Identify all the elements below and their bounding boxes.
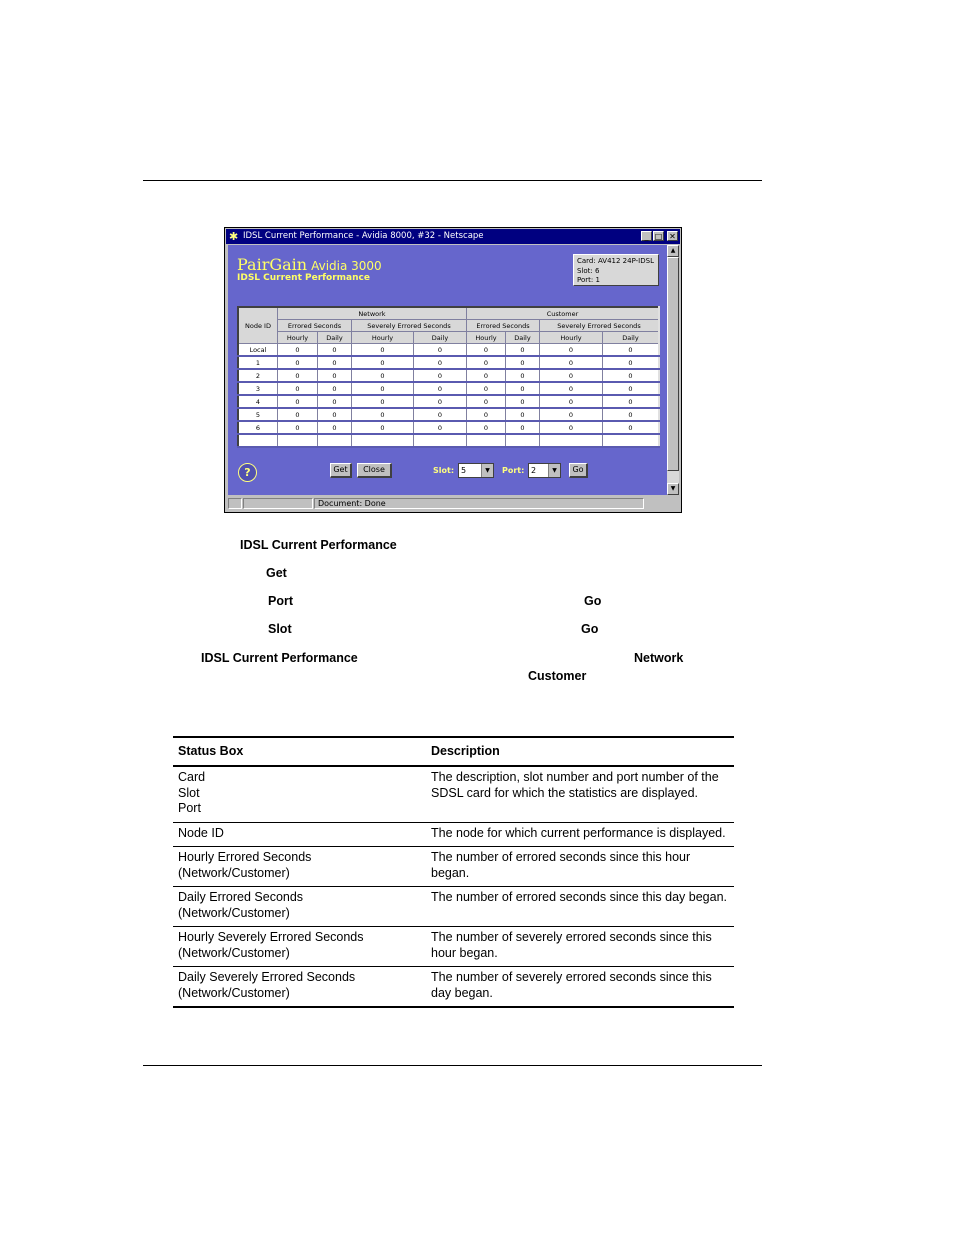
- port-info: Port: 1: [577, 276, 600, 284]
- status-box-cell: Card Slot Port: [173, 766, 426, 822]
- status-box-header: Status Box: [173, 737, 426, 766]
- value-cell: 0: [318, 344, 352, 357]
- value-cell: 0: [603, 395, 660, 408]
- value-cell: 0: [540, 356, 603, 369]
- netscape-icon: ✱: [229, 230, 239, 243]
- value-cell: 0: [352, 356, 414, 369]
- value-cell: 0: [506, 382, 540, 395]
- value-cell: 0: [467, 395, 506, 408]
- slot-select-value: 5: [461, 466, 467, 475]
- value-cell: 0: [278, 356, 318, 369]
- value-cell: [414, 434, 467, 447]
- value-cell: 0: [414, 344, 467, 357]
- slot-select[interactable]: [458, 463, 494, 478]
- status-bar: [226, 496, 680, 511]
- top-rule: [143, 180, 762, 181]
- logo-product: Avidia 3000: [311, 259, 382, 273]
- value-cell: 0: [540, 395, 603, 408]
- net-ses-header: Severely Errored Seconds: [352, 320, 467, 332]
- card-info: Card: AV412 24P-IDSL: [577, 257, 654, 265]
- label-port: Port: [268, 594, 293, 608]
- node-id-header: Node ID: [238, 307, 278, 344]
- table-row: [173, 927, 734, 967]
- logo-brand: PairGain: [237, 255, 308, 274]
- node-id-cell: [238, 434, 278, 447]
- port-select[interactable]: [528, 463, 561, 478]
- daily-header: Daily: [603, 332, 660, 344]
- status-progress: [243, 498, 313, 509]
- table-row: [173, 766, 734, 822]
- value-cell: 0: [278, 421, 318, 434]
- security-lock-icon[interactable]: [228, 498, 242, 509]
- table-row: [238, 344, 659, 357]
- cust-ses-header: Severely Errored Seconds: [540, 320, 660, 332]
- label-customer: Customer: [528, 669, 587, 683]
- table-row: [238, 356, 659, 369]
- daily-header: Daily: [506, 332, 540, 344]
- help-icon[interactable]: ?: [238, 463, 257, 482]
- figure-caption: IDSL Current Performance: [240, 538, 397, 552]
- status-box-cell: Hourly Severely Errored Seconds (Network/Customer): [173, 927, 426, 967]
- value-cell: 0: [467, 344, 506, 357]
- value-cell: 0: [414, 421, 467, 434]
- value-cell: 0: [506, 356, 540, 369]
- value-cell: [278, 434, 318, 447]
- label-get: Get: [266, 566, 287, 580]
- value-cell: 0: [467, 356, 506, 369]
- node-id-cell: 3: [238, 382, 278, 395]
- table-row: [238, 382, 659, 395]
- hourly-header: Hourly: [278, 332, 318, 344]
- value-cell: 0: [318, 369, 352, 382]
- value-cell: 0: [540, 344, 603, 357]
- chevron-down-icon: ▼: [481, 464, 493, 477]
- value-cell: 0: [352, 421, 414, 434]
- value-cell: 0: [540, 408, 603, 421]
- label-network: Network: [634, 651, 684, 665]
- network-header: Network: [278, 307, 467, 320]
- value-cell: 0: [352, 395, 414, 408]
- description-cell: The number of severely errored seconds since this hour began.: [426, 927, 734, 967]
- value-cell: [467, 434, 506, 447]
- close-icon[interactable]: ✕: [667, 231, 678, 241]
- table-row: [238, 421, 659, 434]
- hourly-header: Hourly: [352, 332, 414, 344]
- vertical-scrollbar[interactable]: [667, 245, 679, 495]
- value-cell: 0: [318, 408, 352, 421]
- value-cell: 0: [603, 356, 660, 369]
- value-cell: 0: [603, 382, 660, 395]
- description-cell: The number of errored seconds since this day began.: [426, 887, 734, 927]
- value-cell: 0: [540, 421, 603, 434]
- table-row: [173, 822, 734, 847]
- status-box-cell: Hourly Errored Seconds (Network/Customer): [173, 847, 426, 887]
- port-label: Port:: [502, 466, 525, 475]
- window-title: IDSL Current Performance - Avidia 8000, #32 - Netscape: [243, 231, 484, 241]
- value-cell: 0: [603, 408, 660, 421]
- value-cell: 0: [467, 382, 506, 395]
- customer-header: Customer: [467, 307, 660, 320]
- description-cell: The number of errored seconds since this hour began.: [426, 847, 734, 887]
- value-cell: 0: [506, 344, 540, 357]
- go-button[interactable]: Go: [569, 463, 588, 478]
- value-cell: 0: [352, 344, 414, 357]
- status-text: Document: Done: [314, 498, 644, 509]
- status-box-cell: Node ID: [173, 822, 426, 847]
- status-box-cell: Daily Severely Errored Seconds (Network/Customer): [173, 967, 426, 1008]
- value-cell: 0: [414, 382, 467, 395]
- node-id-cell: 2: [238, 369, 278, 382]
- value-cell: [603, 434, 660, 447]
- label-slot: Slot: [268, 622, 292, 636]
- node-id-cell: 6: [238, 421, 278, 434]
- description-header: Description: [426, 737, 734, 766]
- value-cell: [318, 434, 352, 447]
- scroll-down-icon[interactable]: ▼: [667, 483, 679, 495]
- value-cell: 0: [506, 408, 540, 421]
- page-title: IDSL Current Performance: [237, 273, 370, 283]
- value-cell: 0: [540, 382, 603, 395]
- value-cell: 0: [278, 382, 318, 395]
- value-cell: 0: [414, 356, 467, 369]
- node-id-cell: Local: [238, 344, 278, 357]
- table-row: [238, 395, 659, 408]
- maximize-icon[interactable]: □: [654, 232, 663, 241]
- close-button[interactable]: Close: [357, 463, 392, 478]
- performance-table: [237, 306, 660, 448]
- status-box-cell: Daily Errored Seconds (Network/Customer): [173, 887, 426, 927]
- value-cell: 0: [414, 408, 467, 421]
- scroll-thumb[interactable]: [667, 257, 679, 471]
- value-cell: 0: [506, 421, 540, 434]
- value-cell: 0: [467, 369, 506, 382]
- slot-info: Slot: 6: [577, 266, 600, 275]
- value-cell: 0: [278, 408, 318, 421]
- value-cell: 0: [506, 369, 540, 382]
- value-cell: 0: [414, 395, 467, 408]
- description-cell: The node for which current performance is displayed.: [426, 822, 734, 847]
- value-cell: 0: [278, 369, 318, 382]
- chevron-down-icon: ▼: [548, 464, 560, 477]
- value-cell: 0: [467, 421, 506, 434]
- value-cell: [506, 434, 540, 447]
- slot-label: Slot:: [433, 466, 455, 475]
- value-cell: 0: [506, 395, 540, 408]
- bottom-rule: [143, 1065, 762, 1066]
- value-cell: 0: [467, 408, 506, 421]
- table-row: [173, 847, 734, 887]
- value-cell: 0: [540, 369, 603, 382]
- label-go: Go: [581, 622, 599, 636]
- value-cell: 0: [278, 395, 318, 408]
- table-row: [173, 887, 734, 927]
- node-id-cell: 5: [238, 408, 278, 421]
- description-cell: The description, slot number and port number of the SDSL card for which the statistics are displayed.: [426, 766, 734, 822]
- card-info-box: [573, 254, 659, 286]
- minimize-icon[interactable]: _: [641, 231, 652, 241]
- table-row: [238, 369, 659, 382]
- value-cell: 0: [318, 382, 352, 395]
- value-cell: 0: [278, 344, 318, 357]
- value-cell: 0: [318, 421, 352, 434]
- cust-es-header: Errored Seconds: [467, 320, 540, 332]
- daily-header: Daily: [318, 332, 352, 344]
- label-idsl-current-performance: IDSL Current Performance: [201, 651, 358, 665]
- hourly-header: Hourly: [467, 332, 506, 344]
- net-es-header: Errored Seconds: [278, 320, 352, 332]
- table-row: [238, 434, 659, 447]
- value-cell: 0: [414, 369, 467, 382]
- browser-window: [224, 227, 682, 513]
- table-row: [173, 967, 734, 1008]
- window-titlebar: [226, 229, 680, 244]
- port-select-value: 2: [531, 466, 537, 475]
- table-row: [238, 408, 659, 421]
- page-content: [228, 245, 667, 495]
- description-cell: The number of severely errored seconds since this day began.: [426, 967, 734, 1008]
- value-cell: 0: [603, 369, 660, 382]
- value-cell: 0: [352, 382, 414, 395]
- status-box-table: [173, 736, 734, 1008]
- pairgain-logo: [237, 255, 382, 274]
- hourly-header: Hourly: [540, 332, 603, 344]
- value-cell: 0: [603, 421, 660, 434]
- label-go: Go: [584, 594, 602, 608]
- node-id-cell: 1: [238, 356, 278, 369]
- node-id-cell: 4: [238, 395, 278, 408]
- value-cell: 0: [352, 369, 414, 382]
- value-cell: [352, 434, 414, 447]
- scroll-up-icon[interactable]: ▲: [667, 245, 679, 257]
- value-cell: 0: [603, 344, 660, 357]
- get-button[interactable]: Get: [330, 463, 352, 478]
- value-cell: 0: [352, 408, 414, 421]
- value-cell: 0: [318, 395, 352, 408]
- value-cell: 0: [318, 356, 352, 369]
- value-cell: [540, 434, 603, 447]
- daily-header: Daily: [414, 332, 467, 344]
